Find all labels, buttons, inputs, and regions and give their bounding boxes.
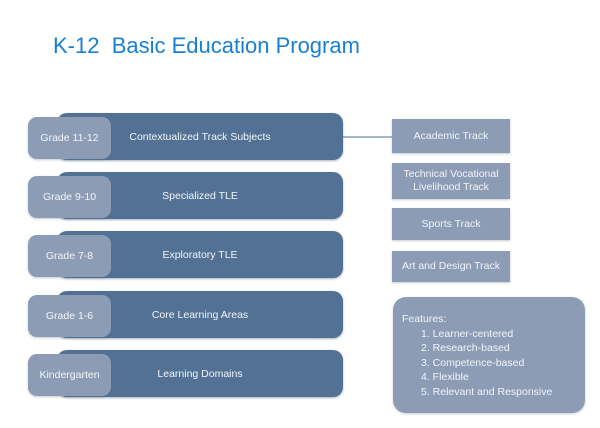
- feature-item: 2. Research-based: [421, 342, 510, 354]
- track-label: Technical Vocational Livelihood Track: [403, 168, 499, 193]
- grade-badge-label: Kindergarten: [39, 369, 100, 381]
- feature-item: 5. Relevant and Responsive: [421, 385, 553, 398]
- feature-item: 4. Flexible: [421, 371, 469, 383]
- track-label: Art and Design Track: [401, 260, 501, 272]
- program-bar-label: Learning Domains: [157, 367, 243, 380]
- feature-item: 3. Competence-based: [421, 356, 525, 369]
- grade-badge-label: Grade 7-8: [45, 250, 94, 262]
- connector-line: [343, 136, 392, 138]
- grade-badge-9-10: [28, 176, 111, 218]
- diagram-title: K-12 Basic Education Program: [53, 33, 360, 58]
- grade-badge-7-8: [28, 235, 111, 277]
- grade-badge-kindergarten: [28, 354, 111, 396]
- grade-badge-label: Grade 1-6: [45, 310, 94, 322]
- program-bar-label: Exploratory TLE: [162, 248, 238, 261]
- program-bar-label: Specialized TLE: [162, 189, 238, 202]
- grade-badge-label: Grade 11-12: [40, 132, 99, 144]
- grade-badge-11-12: [28, 117, 111, 159]
- grade-badge-1-6: [28, 295, 111, 337]
- grade-badge-label: Grade 9-10: [42, 191, 97, 203]
- track-box-sports: [392, 208, 510, 240]
- features-box: [393, 297, 585, 413]
- track-box-academic: [392, 119, 510, 153]
- program-bar-label: Core Learning Areas: [151, 308, 249, 321]
- track-label: Academic Track: [413, 129, 489, 142]
- features-heading: Features:: [402, 313, 447, 325]
- track-label: Sports Track: [421, 217, 481, 230]
- features-list: [421, 327, 577, 400]
- track-box-technical-vocational: [392, 163, 510, 199]
- track-box-art-design: [392, 251, 510, 282]
- program-bar-label: Contextualized Track Subjects: [129, 130, 271, 143]
- feature-item: 1. Learner-centered: [421, 327, 514, 340]
